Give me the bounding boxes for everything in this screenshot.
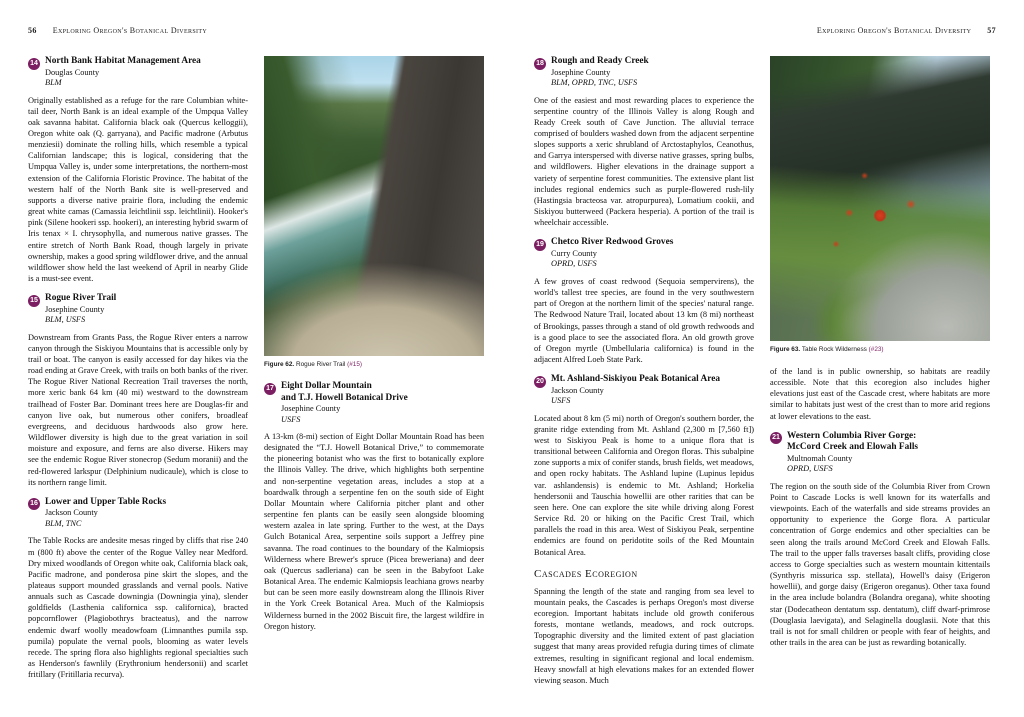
folio-right: 57 <box>987 26 996 35</box>
entry-18 <box>534 56 754 228</box>
left-page-column-2 <box>264 56 484 641</box>
entry-18-header <box>534 56 754 94</box>
entry-14-headtext <box>45 56 248 94</box>
entry-20-badge: 20 <box>534 376 546 388</box>
entry-17-header <box>264 381 484 430</box>
entry-20-body: Located about 8 km (5 mi) north of Oregon's southern border, the granite ridge extending from Mt. Ashland (2,300 m [7,560 ft]) west to Siskiyou Peak is home to a unique flora that is transitional between California and Oregon floras. This subalpine zone supports a mix of conifer stands, brush fields, wet meadows, and open rocky habitats. The Ashland lupine (Lupinus lepidus var. ashlandensis) is endemic to Mt. Ashland; Horkelia hendersonii and Tauschia howellii are other rarities that can be seen here. One can explore the site while driving along Forest Service Rd. 20 or hiking on the Pacific Crest Trail, which parallels the road in this area. West of Siskiyou Peak, serpentine endemics are found on peridotite soils of the Red Mountain Botanical Area. <box>534 413 754 557</box>
entry-20-headtext <box>551 374 754 412</box>
running-title-left: Exploring Oregon's Botanical Diversity <box>52 26 208 35</box>
figure-62-photo <box>264 56 484 356</box>
figure-62 <box>264 56 484 369</box>
entry-19-body: A few groves of coast redwood (Sequoia sempervirens), the world's tallest tree species, are found in the very southwestern part of Oregon at the northern limit of the species' natural range. The Redwood Nature Trail, located about 13 km (8 mi) northeast of Brookings, passes through a stand of old growth redwoods and is a good place to see the associated flora. An old growth grove of Oregon myrtle (Umbellularia californica) is found in the adjacent Alfred Loeb State Park. <box>534 276 754 364</box>
entry-19-header <box>534 237 754 275</box>
entry-18-county: Josephine County <box>551 67 611 77</box>
figure-62-caption <box>264 360 484 369</box>
entry-21-header <box>770 431 990 480</box>
running-head-left <box>28 26 490 40</box>
entry-16-header <box>28 497 248 535</box>
entry-18-badge: 18 <box>534 58 546 70</box>
entry-18-body: One of the easiest and most rewarding places to experience the serpentine country of the Illinois Valley is along Rough and Ready Creek south of Cave Junction. The alluvial terrace comprised of boulders washed down from the adjacent serpentine slopes supports a xeric shrubland of Arctostaphylos, Ceanothus, and Garrya interspersed with diverse native grasses, spring bulbs, and wildflowers. Higher elevations in the drainage support a variety of serpentine forest communities. The extensive plant list includes regional endemics such as purple-flowered rush-lily (Hastingsia bracteosa var. atropurpurea), Lomatium cookii, and Siskiyou butterweed (Packera hesperia). A portion of the trail is wheelchair accessible. <box>534 95 754 228</box>
entry-15-county: Josephine County <box>45 304 105 314</box>
section-cascades-heading: Cascades Ecoregion <box>534 567 638 580</box>
entry-18-headtext <box>551 56 754 94</box>
figure-63-caption <box>770 345 990 354</box>
entry-15-header <box>28 293 248 331</box>
section-cascades-body-part1: Spanning the length of the state and ranging from sea level to mountain peaks, the Cascades is perhaps Oregon's most diverse ecoregion. Important habitats include old growth coniferous forests, montane wetlands, meadows, and rock outcrops. Topographic diversity and the limited extent of past glaciation suggest that many areas provided refugia during times of climate extremes, resulting in significant regional and local endemism. Heavy snowfall at high elevations makes for an extended flower viewing season. Much <box>534 586 754 685</box>
left-page-column-1 <box>28 56 248 689</box>
entry-15-title: Rogue River Trail <box>45 293 117 304</box>
left-page-columns <box>28 56 490 689</box>
entry-17-title-line1: Eight Dollar Mountain <box>281 381 372 391</box>
section-cascades-body-part2: of the land is in public ownership, so habitats are readily accessible. Note that this ecoregion also includes higher elevations just east of the Cascade crest, where habitats are more similar to habitats just west of the crest than to more arid regions at lower elevations to the east. <box>770 367 990 421</box>
entry-20-header <box>534 374 754 412</box>
entry-19-title: Chetco River Redwood Groves <box>551 237 674 248</box>
entry-15 <box>28 293 248 488</box>
running-title-right: Exploring Oregon's Botanical Diversity <box>816 26 972 35</box>
entry-16-body: The Table Rocks are andesite mesas ringed by cliffs that rise 240 m (800 ft) above the center of the Rogue Valley near Medford. Dry mixed woodlands of Oregon white oak, California black oak, Pacific madrone, and ponderosa pine skirt the slopes, and the plateaus support mounded grasslands and vernal pools. Native annuals such as Cascade downingia (Downingia yina), slender goldfields (Lasthenia californica ssp. californica), bracted popcornflower (Plagiobothrys bracteatus), and the narrow endemic dwarf woolly meadowfoam (Limnanthes pumila ssp. pumila) populate the vernal pools, blooming as water levels recede. The spring flora also highlights regional specialties such as Henderson's fawnlily (Erythronium hendersonii) and scarlet fritillary (Fritillaria recurva). <box>28 536 248 680</box>
entry-21-badge: 21 <box>770 432 782 444</box>
figure-63-photo <box>770 56 990 341</box>
entry-19-badge: 19 <box>534 239 546 251</box>
entry-16-title: Lower and Upper Table Rocks <box>45 496 167 507</box>
entry-19 <box>534 237 754 365</box>
entry-17-headtext <box>281 381 484 430</box>
page-right <box>512 0 1024 717</box>
figure-62-label: Figure 62. <box>264 361 295 368</box>
right-page-column-1 <box>534 56 754 695</box>
entry-19-county: Curry County <box>551 248 597 258</box>
entry-19-agency: OPRD, USFS <box>551 259 597 269</box>
entry-20-title: Mt. Ashland-Siskiyou Peak Botanical Area <box>551 374 721 385</box>
entry-14-header <box>28 56 248 94</box>
entry-14-badge: 14 <box>28 58 40 70</box>
entry-20-agency: USFS <box>551 396 571 406</box>
entry-21-body: The region on the south side of the Columbia River from Crown Point to Cascade Locks is well known for its waterfalls and viewpoints. Each of the waterfalls and side streams provides an opportunity to experience the Gorge flora. A particular concentration of Gorge endemics and other specialties can be seen along the trails around McCord Creek and Elowah Falls. The trail to the upper falls traverses basalt cliffs, providing close access to Gorge specialties such as western mountain kittentails (Synthyris missurica ssp. stellata), Howell's daisy (Erigeron howellii), and gorge daisy (Erigeron oreganus). Other taxa found in the area include bolandra (Bolandra oregana), white shooting star (Dodecatheon dentatum ssp. dentatum), cliff dwarf-primrose (Douglasia laevigata), and Selaginella douglasii. Note that this trail is not for small children or people with fear of heights, and other trails in the area can be just as rewarding botanically. <box>770 481 990 647</box>
entry-17-agency: USFS <box>281 414 301 424</box>
right-page-column-2 <box>770 56 990 657</box>
folio-left: 56 <box>28 26 37 35</box>
entry-21-title-line2: McCord Creek and Elowah Falls <box>787 442 919 453</box>
entry-20-county: Jackson County <box>551 385 604 395</box>
entry-17-badge: 17 <box>264 383 276 395</box>
entry-14-title: North Bank Habitat Management Area <box>45 56 201 66</box>
entry-16-headtext <box>45 497 248 535</box>
figure-63-text: Table Rock Wilderness <box>801 346 867 353</box>
figure-63 <box>770 56 990 354</box>
entry-14-county: Douglas County <box>45 67 100 77</box>
figure-62-ref: (#15) <box>347 361 363 368</box>
entry-17-title-line2: and T.J. Howell Botanical Drive <box>281 392 408 403</box>
entry-18-title: Rough and Ready Creek <box>551 56 649 66</box>
entry-16 <box>28 497 248 681</box>
entry-14-body: Originally established as a refuge for the rare Columbian white-tail deer, North Bank is an ideal example of the Umpqua Valley oak savanna habitat. California black oak (Quercus kelloggii), Oregon white oak (Q. garryana), and Pacific madrone (Arbutus menziesii) dominate the rolling hills, which resemble a typical Californian landscape; this is logical, considering that the Umpqua Valley is, under some interpretations, the northern-most extension of the California Floristic Province. The habitat of the western half of the North Bank site is well-preserved and supports a diverse native prairie flora, including the endemic great white camas (Camassia leichtlinii ssp. leichtlinii). Hooker's pink (Silene hookeri ssp. hookeri), an interesting hybrid swarm of Iris tenax × I. chrysophylla, and numerous native grasses. The entire stretch of North Bank Road, though largely in private ownership, makes a good spring wildflower drive, and the annual wildflower show held the last weekend of April in nearby Glide is a must-see event. <box>28 95 248 283</box>
entry-16-county: Jackson County <box>45 508 98 518</box>
entry-21 <box>770 431 990 648</box>
entry-21-headtext <box>787 431 990 480</box>
entry-14-agency: BLM <box>45 78 62 87</box>
entry-15-agency: BLM, USFS <box>45 315 86 325</box>
entry-15-headtext <box>45 293 248 331</box>
figure-63-label: Figure 63. <box>770 346 801 353</box>
entry-21-title-line1: Western Columbia River Gorge: <box>787 430 917 441</box>
entry-14 <box>28 56 248 284</box>
entry-15-badge: 15 <box>28 295 40 307</box>
figure-62-text: Rogue River Trail <box>295 361 346 368</box>
entry-17 <box>264 381 484 632</box>
entry-19-headtext <box>551 237 754 275</box>
entry-18-agency: BLM, OPRD, TNC, USFS <box>551 78 638 87</box>
figure-63-ref: (#23) <box>868 346 884 353</box>
entry-21-county: Multnomah County <box>787 453 853 463</box>
section-cascades <box>534 568 754 686</box>
entry-16-badge: 16 <box>28 498 40 510</box>
entry-16-agency: BLM, TNC <box>45 518 82 528</box>
right-page-columns <box>534 56 996 695</box>
entry-17-body: A 13-km (8-mi) section of Eight Dollar Mountain Road has been designated the “T.J. Howell Botanical Drive,” to commemorate the pioneering botanist who was the first to botanically explore the Illinois Valley. The drive, which highlights both serpentine and non-serpentine vegetation areas, includes a stop at a boardwalk through a serpentine fen on the south side of Eight Dollar Mountain where California pitcher plant and other serpentine fen plants can be easily seen alongside blooming western azalea in late spring. Further to the west, at the Days Gulch Botanical Area, serpentine soils support a Jeffrey pine savanna. The road continues to the boundary of the Kalmiopsis Wilderness where Brewer's spruce (Picea breweriana) and deer oak (Quercus sadleriana) can be seen in the Babyfoot Lake Botanical Area. The endemic Kalmiopsis leachiana grows nearby but can be seen more easily downstream along the Illinois River in the York Creek Botanical Area. Much of the Kalmiopsis Wilderness burned in the 2002 Biscuit fire, the largest wildfire in Oregon history. <box>264 432 484 631</box>
entry-15-body: Downstream from Grants Pass, the Rogue River enters a narrow canyon through the Siskiyou Mountains that is accessible only by trail or boat. The canyon is easily accessed for day hikes via the road ending at Grave Creek, with trails on both banks of the river. The Rogue River National Recreation Trail traverses the north, more xeric bank 64 km (40 mi) westward to the downstream trailhead of Foster Bar. Dominant trees here are Douglas-fir and canyon live oak, but numerous other conifers, broadleaf evergreens, and deciduous hardwoods also grow here. Wildflower diversity is high due to the great variation in soil moisture and exposure, and ferns are also diverse. Hikers may see the endemic Rogue River stonecrop (Sedum moranii) and the red-flowered larkspur (Delphinium nudicaule), which is close to its northern range limit. <box>28 332 248 487</box>
entry-17-county: Josephine County <box>281 404 341 413</box>
entry-21-agency: OPRD, USFS <box>787 464 833 474</box>
entry-20 <box>534 374 754 558</box>
running-head-right <box>534 26 996 40</box>
